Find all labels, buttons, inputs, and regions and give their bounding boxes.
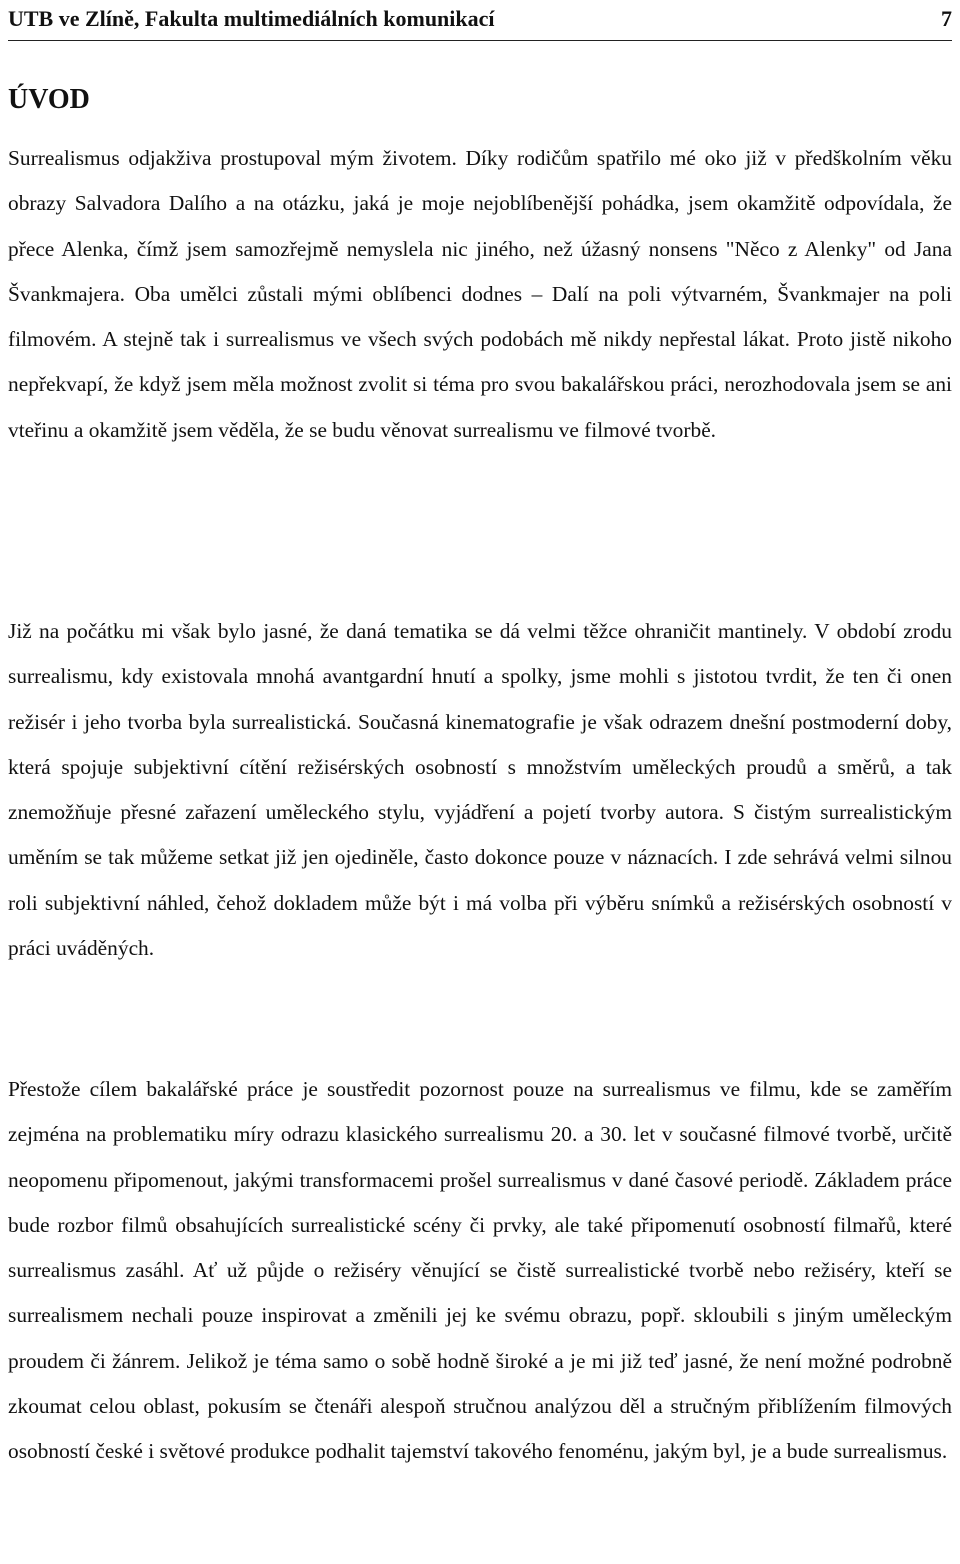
document-page — [8, 0, 952, 1464]
header-title: UTB ve Zlíně, Fakulta multimediálních komunikací — [8, 6, 495, 31]
paragraph-2: Již na počátku mi však bylo jasné, že daná tematika se dá velmi těžce ohraničit mantinely. V období zrodu surrealismu, kdy existovala mnohá avantgardní hnutí a spolky, jsme mohli s jistotou tvrdit, že ten či onen režisér i jeho tvorba byla surrealistická. Současná kinematografie je však odrazem dnešní postmoderní doby, která spojuje subjektivní cítění režisérských osobností s množstvím uměleckých proudů a směrů, a tak znemožňuje přesné zařazení uměleckého stylu, vyjádření a pojetí tvorby autora. S čistým surrealistickým uměním se tak můžeme setkat již jen ojediněle, často dokonce pouze v náznacích. I zde sehrává velmi silnou roli subjektivní náhled, čehož dokladem může být i má volba při výběru snímků a režisérských osobností v práci uváděných. — [8, 619, 952, 961]
section-heading: ÚVOD — [8, 84, 90, 115]
page-header — [8, 0, 952, 41]
paragraph-3: Přestože cílem bakalářské práce je soustředit pozornost pouze na surrealismus ve filmu, kde se zaměřím zejména na problematiku míry odrazu klasického surrealismu 20. a 30. let v současné filmové tvorbě, určitě neopomenu připomenout, jakými transformacemi prošel surrealismus v dané časové periodě. Základem práce bude rozbor filmů obsahujících surrealistické scény či prvky, ale také připomenutí osobností filmařů, které surrealismus zasáhl. Ať už půjde o režiséry věnující se čistě surrealistické tvorbě nebo režiséry, kteří se surrealismem nechali pouze inspirovat a změnili jej ke svému obrazu, popř. skloubili s jiným uměleckým proudem či žánrem. Jelikož je téma samo o sobě hodně široké a je mi již teď jasné, že není možné podrobně zkoumat celou oblast, pokusím se čtenáři alespoň stručnou analýzou děl a stručným přiblížením filmových osobností české i světové produkce podhalit tajemství takového fenoménu, jakým byl, je a bude surrealismus. — [8, 1077, 952, 1464]
page-number: 7 — [941, 6, 952, 31]
paragraph-1: Surrealismus odjakživa prostupoval mým životem. Díky rodičům spatřilo mé oko již v předškolním věku obrazy Salvadora Dalího a na otázku, jaká je moje nejoblíbenější pohádka, jsem okamžitě odpovídala, že přece Alenka, čímž jsem samozřejmě nemyslela nic jiného, než úžasný nonsens "Něco z Alenky" od Jana Švankmajera. Oba umělci zůstali mými oblíbenci dodnes – Dalí na poli výtvarném, Švankmajer na poli filmovém. A stejně tak i surrealismus ve všech svých podobách mě nikdy nepřestal lákat. Proto jistě nikoho nepřekvapí, že když jsem měla možnost zvolit si téma pro svou bakalářskou práci, nerozhodovala jsem se ani vteřinu a okamžitě jsem věděla, že se budu věnovat surrealismu ve filmové tvorbě. — [8, 146, 952, 442]
